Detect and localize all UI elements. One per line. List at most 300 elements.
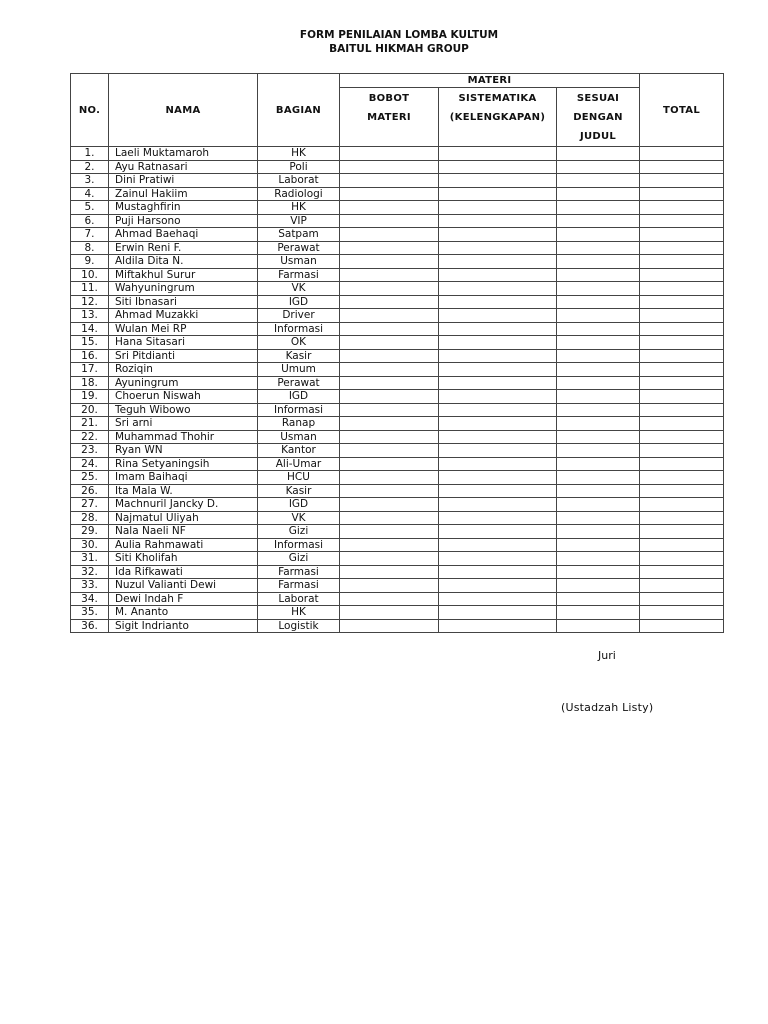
row-bobot-materi-cell [340, 309, 439, 323]
row-number: 9. [71, 255, 109, 269]
row-bobot-materi-cell [340, 457, 439, 471]
row-bagian: HK [258, 201, 340, 215]
row-total-cell [640, 498, 724, 512]
row-bagian: Kasir [258, 349, 340, 363]
row-total-cell [640, 511, 724, 525]
row-bagian: Satpam [258, 228, 340, 242]
row-total-cell [640, 349, 724, 363]
row-bagian: Gizi [258, 552, 340, 566]
row-number: 16. [71, 349, 109, 363]
row-sistematika-cell [439, 336, 557, 350]
table-row [71, 471, 724, 485]
table-row [71, 606, 724, 620]
row-bagian: Perawat [258, 376, 340, 390]
row-sesuai-judul-cell [557, 484, 640, 498]
header-sesuai-line3: JUDUL [579, 131, 617, 142]
row-bobot-materi-cell [340, 565, 439, 579]
row-bobot-materi-cell [340, 255, 439, 269]
row-nama: Zainul Hakiim [109, 187, 258, 201]
row-number: 17. [71, 363, 109, 377]
row-bagian: HK [258, 147, 340, 161]
row-sesuai-judul-cell [557, 538, 640, 552]
row-sistematika-cell [439, 214, 557, 228]
row-total-cell [640, 322, 724, 336]
row-nama: Puji Harsono [109, 214, 258, 228]
row-number: 26. [71, 484, 109, 498]
row-nama: Machnuril Jancky D. [109, 498, 258, 512]
row-sesuai-judul-cell [557, 592, 640, 606]
table-row [71, 295, 724, 309]
row-number: 4. [71, 187, 109, 201]
row-number: 8. [71, 241, 109, 255]
row-number: 10. [71, 268, 109, 282]
table-row [71, 417, 724, 431]
row-total-cell [640, 376, 724, 390]
header-bagian: BAGIAN [258, 74, 340, 147]
row-total-cell [640, 241, 724, 255]
form-title-line1: FORM PENILAIAN LOMBA KULTUM [299, 29, 499, 41]
row-number: 21. [71, 417, 109, 431]
row-bobot-materi-cell [340, 268, 439, 282]
row-total-cell [640, 430, 724, 444]
header-bobot-line2: MATERI [367, 112, 411, 123]
row-bagian: Ranap [258, 417, 340, 431]
row-bagian: Farmasi [258, 268, 340, 282]
row-bagian: OK [258, 336, 340, 350]
table-row [71, 538, 724, 552]
row-number: 31. [71, 552, 109, 566]
row-sistematika-cell [439, 160, 557, 174]
table-row [71, 336, 724, 350]
header-sistematika-line1: SISTEMATIKA [458, 93, 537, 104]
row-sistematika-cell [439, 241, 557, 255]
row-number: 5. [71, 201, 109, 215]
row-nama: Wulan Mei RP [109, 322, 258, 336]
row-total-cell [640, 606, 724, 620]
row-bobot-materi-cell [340, 336, 439, 350]
row-total-cell [640, 579, 724, 593]
row-sistematika-cell [439, 579, 557, 593]
table-row [71, 363, 724, 377]
row-sesuai-judul-cell [557, 376, 640, 390]
header-materi: MATERI [340, 74, 640, 88]
row-bagian: Informasi [258, 403, 340, 417]
row-sesuai-judul-cell [557, 511, 640, 525]
table-row [71, 430, 724, 444]
row-bagian: Farmasi [258, 565, 340, 579]
row-nama: Choerun Niswah [109, 390, 258, 404]
row-sesuai-judul-cell [557, 390, 640, 404]
row-bobot-materi-cell [340, 552, 439, 566]
row-bobot-materi-cell [340, 160, 439, 174]
row-sistematika-cell [439, 363, 557, 377]
row-total-cell [640, 525, 724, 539]
row-bagian: Ali-Umar [258, 457, 340, 471]
row-bobot-materi-cell [340, 322, 439, 336]
table-row [71, 349, 724, 363]
row-total-cell [640, 484, 724, 498]
row-sesuai-judul-cell [557, 579, 640, 593]
row-sesuai-judul-cell [557, 471, 640, 485]
row-total-cell [640, 160, 724, 174]
row-sistematika-cell [439, 592, 557, 606]
row-number: 18. [71, 376, 109, 390]
row-sistematika-cell [439, 538, 557, 552]
row-sesuai-judul-cell [557, 565, 640, 579]
table-row [71, 282, 724, 296]
table-row [71, 457, 724, 471]
row-sistematika-cell [439, 498, 557, 512]
row-number: 14. [71, 322, 109, 336]
row-total-cell [640, 174, 724, 188]
row-nama: Ida Rifkawati [109, 565, 258, 579]
row-bagian: VIP [258, 214, 340, 228]
row-sistematika-cell [439, 457, 557, 471]
table-row [71, 322, 724, 336]
row-sesuai-judul-cell [557, 255, 640, 269]
row-bobot-materi-cell [340, 349, 439, 363]
row-bagian: Informasi [258, 322, 340, 336]
row-bobot-materi-cell [340, 282, 439, 296]
row-sistematika-cell [439, 471, 557, 485]
row-sesuai-judul-cell [557, 282, 640, 296]
table-row [71, 390, 724, 404]
row-number: 22. [71, 430, 109, 444]
juri-label: Juri [598, 649, 616, 662]
row-total-cell [640, 619, 724, 633]
row-bagian: Usman [258, 430, 340, 444]
row-nama: Nala Naeli NF [109, 525, 258, 539]
row-bobot-materi-cell [340, 174, 439, 188]
row-bagian: IGD [258, 295, 340, 309]
row-sesuai-judul-cell [557, 444, 640, 458]
row-sesuai-judul-cell [557, 552, 640, 566]
row-bobot-materi-cell [340, 214, 439, 228]
row-bagian: Umum [258, 363, 340, 377]
row-nama: Siti Ibnasari [109, 295, 258, 309]
header-sistematika-line2: (KELENGKAPAN) [449, 112, 546, 123]
row-bagian: Kasir [258, 484, 340, 498]
table-row [71, 592, 724, 606]
row-bobot-materi-cell [340, 484, 439, 498]
row-bobot-materi-cell [340, 187, 439, 201]
row-total-cell [640, 457, 724, 471]
row-bobot-materi-cell [340, 606, 439, 620]
row-bobot-materi-cell [340, 241, 439, 255]
row-sesuai-judul-cell [557, 336, 640, 350]
row-bobot-materi-cell [340, 444, 439, 458]
row-sistematika-cell [439, 349, 557, 363]
row-sistematika-cell [439, 619, 557, 633]
row-total-cell [640, 390, 724, 404]
row-sistematika-cell [439, 417, 557, 431]
row-bagian: Perawat [258, 241, 340, 255]
table-row [71, 241, 724, 255]
row-total-cell [640, 201, 724, 215]
row-number: 35. [71, 606, 109, 620]
row-number: 6. [71, 214, 109, 228]
row-number: 13. [71, 309, 109, 323]
row-nama: Aldila Dita N. [109, 255, 258, 269]
row-nama: Roziqin [109, 363, 258, 377]
row-sesuai-judul-cell [557, 228, 640, 242]
row-nama: Aulia Rahmawati [109, 538, 258, 552]
table-row [71, 160, 724, 174]
table-row [71, 484, 724, 498]
table-row [71, 309, 724, 323]
row-bobot-materi-cell [340, 201, 439, 215]
row-sistematika-cell [439, 295, 557, 309]
row-bobot-materi-cell [340, 619, 439, 633]
row-number: 29. [71, 525, 109, 539]
table-row [71, 147, 724, 161]
row-total-cell [640, 417, 724, 431]
table-row [71, 214, 724, 228]
row-number: 7. [71, 228, 109, 242]
row-sesuai-judul-cell [557, 241, 640, 255]
row-nama: Dini Pratiwi [109, 174, 258, 188]
row-sesuai-judul-cell [557, 363, 640, 377]
table-row [71, 174, 724, 188]
row-sesuai-judul-cell [557, 147, 640, 161]
row-number: 28. [71, 511, 109, 525]
row-nama: Muhammad Thohir [109, 430, 258, 444]
row-sistematika-cell [439, 228, 557, 242]
row-nama: Laeli Muktamaroh [109, 147, 258, 161]
row-sistematika-cell [439, 403, 557, 417]
row-total-cell [640, 255, 724, 269]
row-bobot-materi-cell [340, 430, 439, 444]
score-table [70, 73, 724, 633]
row-nama: Ita Mala W. [109, 484, 258, 498]
row-total-cell [640, 214, 724, 228]
row-nama: Sri Pitdianti [109, 349, 258, 363]
row-bobot-materi-cell [340, 417, 439, 431]
row-bobot-materi-cell [340, 471, 439, 485]
row-sesuai-judul-cell [557, 160, 640, 174]
score-table-body [71, 147, 724, 633]
row-nama: Sigit Indrianto [109, 619, 258, 633]
row-total-cell [640, 336, 724, 350]
row-nama: Ayuningrum [109, 376, 258, 390]
row-sistematika-cell [439, 565, 557, 579]
row-bagian: HK [258, 606, 340, 620]
row-bobot-materi-cell [340, 579, 439, 593]
row-bagian: Informasi [258, 538, 340, 552]
row-nama: Najmatul Uliyah [109, 511, 258, 525]
row-number: 25. [71, 471, 109, 485]
header-sesuai-judul [557, 88, 640, 147]
row-number: 12. [71, 295, 109, 309]
row-bobot-materi-cell [340, 498, 439, 512]
row-nama: Teguh Wibowo [109, 403, 258, 417]
table-row [71, 552, 724, 566]
row-sesuai-judul-cell [557, 309, 640, 323]
row-total-cell [640, 471, 724, 485]
header-sistematika [439, 88, 557, 147]
table-row [71, 255, 724, 269]
row-nama: M. Ananto [109, 606, 258, 620]
row-sesuai-judul-cell [557, 268, 640, 282]
row-bagian: Farmasi [258, 579, 340, 593]
row-total-cell [640, 282, 724, 296]
row-total-cell [640, 552, 724, 566]
row-sesuai-judul-cell [557, 322, 640, 336]
table-row [71, 525, 724, 539]
row-bagian: VK [258, 511, 340, 525]
row-number: 34. [71, 592, 109, 606]
row-nama: Siti Kholifah [109, 552, 258, 566]
row-nama: Rina Setyaningsih [109, 457, 258, 471]
row-bobot-materi-cell [340, 363, 439, 377]
table-row [71, 579, 724, 593]
row-number: 33. [71, 579, 109, 593]
header-bobot-materi [340, 88, 439, 147]
row-bagian: Gizi [258, 525, 340, 539]
row-bagian: Kantor [258, 444, 340, 458]
row-sesuai-judul-cell [557, 417, 640, 431]
row-sistematika-cell [439, 606, 557, 620]
header-nama: NAMA [109, 74, 258, 147]
table-row [71, 403, 724, 417]
row-sistematika-cell [439, 268, 557, 282]
row-sistematika-cell [439, 147, 557, 161]
row-bagian: Laborat [258, 174, 340, 188]
row-nama: Nuzul Valianti Dewi [109, 579, 258, 593]
row-sesuai-judul-cell [557, 174, 640, 188]
row-bobot-materi-cell [340, 376, 439, 390]
row-sistematika-cell [439, 390, 557, 404]
row-number: 36. [71, 619, 109, 633]
row-number: 19. [71, 390, 109, 404]
row-bagian: Radiologi [258, 187, 340, 201]
row-number: 11. [71, 282, 109, 296]
row-nama: Hana Sitasari [109, 336, 258, 350]
row-bobot-materi-cell [340, 390, 439, 404]
header-no: NO. [71, 74, 109, 147]
row-total-cell [640, 228, 724, 242]
header-sesuai-line2: DENGAN [573, 112, 623, 123]
row-sesuai-judul-cell [557, 403, 640, 417]
form-title [0, 28, 768, 56]
row-nama: Imam Baihaqi [109, 471, 258, 485]
table-row [71, 228, 724, 242]
row-total-cell [640, 592, 724, 606]
row-sistematika-cell [439, 174, 557, 188]
row-sistematika-cell [439, 525, 557, 539]
row-sistematika-cell [439, 430, 557, 444]
row-number: 32. [71, 565, 109, 579]
row-bobot-materi-cell [340, 295, 439, 309]
row-total-cell [640, 363, 724, 377]
table-row [71, 511, 724, 525]
row-bobot-materi-cell [340, 147, 439, 161]
row-sistematika-cell [439, 484, 557, 498]
row-nama: Dewi Indah F [109, 592, 258, 606]
row-sistematika-cell [439, 201, 557, 215]
row-total-cell [640, 187, 724, 201]
table-row [71, 268, 724, 282]
row-nama: Mustaghfirin [109, 201, 258, 215]
table-row [71, 187, 724, 201]
row-total-cell [640, 295, 724, 309]
table-row [71, 376, 724, 390]
header-total: TOTAL [640, 74, 724, 147]
row-sistematika-cell [439, 552, 557, 566]
row-sistematika-cell [439, 322, 557, 336]
table-row [71, 565, 724, 579]
row-bobot-materi-cell [340, 525, 439, 539]
row-sesuai-judul-cell [557, 349, 640, 363]
row-total-cell [640, 538, 724, 552]
row-bagian: VK [258, 282, 340, 296]
row-nama: Erwin Reni F. [109, 241, 258, 255]
row-bobot-materi-cell [340, 511, 439, 525]
row-bagian: Logistik [258, 619, 340, 633]
row-bagian: Usman [258, 255, 340, 269]
row-number: 24. [71, 457, 109, 471]
form-title-line2: BAITUL HIKMAH GROUP [329, 43, 469, 55]
table-row [71, 444, 724, 458]
row-sistematika-cell [439, 282, 557, 296]
row-bobot-materi-cell [340, 228, 439, 242]
row-total-cell [640, 403, 724, 417]
row-nama: Wahyuningrum [109, 282, 258, 296]
row-bagian: Poli [258, 160, 340, 174]
row-sesuai-judul-cell [557, 201, 640, 215]
row-sistematika-cell [439, 187, 557, 201]
row-total-cell [640, 268, 724, 282]
row-bagian: IGD [258, 498, 340, 512]
row-number: 2. [71, 160, 109, 174]
row-number: 23. [71, 444, 109, 458]
row-sesuai-judul-cell [557, 187, 640, 201]
row-sistematika-cell [439, 376, 557, 390]
row-nama: Sri arni [109, 417, 258, 431]
row-nama: Ahmad Muzakki [109, 309, 258, 323]
row-bagian: Laborat [258, 592, 340, 606]
row-sesuai-judul-cell [557, 457, 640, 471]
row-number: 20. [71, 403, 109, 417]
row-number: 1. [71, 147, 109, 161]
row-bobot-materi-cell [340, 538, 439, 552]
juri-signer-name: (Ustadzah Listy) [561, 701, 654, 714]
row-nama: Miftakhul Surur [109, 268, 258, 282]
row-bagian: IGD [258, 390, 340, 404]
row-sesuai-judul-cell [557, 214, 640, 228]
row-sesuai-judul-cell [557, 430, 640, 444]
row-bobot-materi-cell [340, 403, 439, 417]
row-total-cell [640, 147, 724, 161]
row-sesuai-judul-cell [557, 295, 640, 309]
row-total-cell [640, 309, 724, 323]
row-bobot-materi-cell [340, 592, 439, 606]
header-bobot-line1: BOBOT [368, 93, 410, 104]
row-sistematika-cell [439, 309, 557, 323]
row-bagian: Driver [258, 309, 340, 323]
row-number: 15. [71, 336, 109, 350]
row-number: 30. [71, 538, 109, 552]
row-sistematika-cell [439, 255, 557, 269]
row-total-cell [640, 565, 724, 579]
row-bagian: HCU [258, 471, 340, 485]
header-sesuai-line1: SESUAI [576, 93, 620, 104]
row-total-cell [640, 444, 724, 458]
row-number: 27. [71, 498, 109, 512]
table-row [71, 498, 724, 512]
row-sesuai-judul-cell [557, 498, 640, 512]
row-nama: Ahmad Baehaqi [109, 228, 258, 242]
